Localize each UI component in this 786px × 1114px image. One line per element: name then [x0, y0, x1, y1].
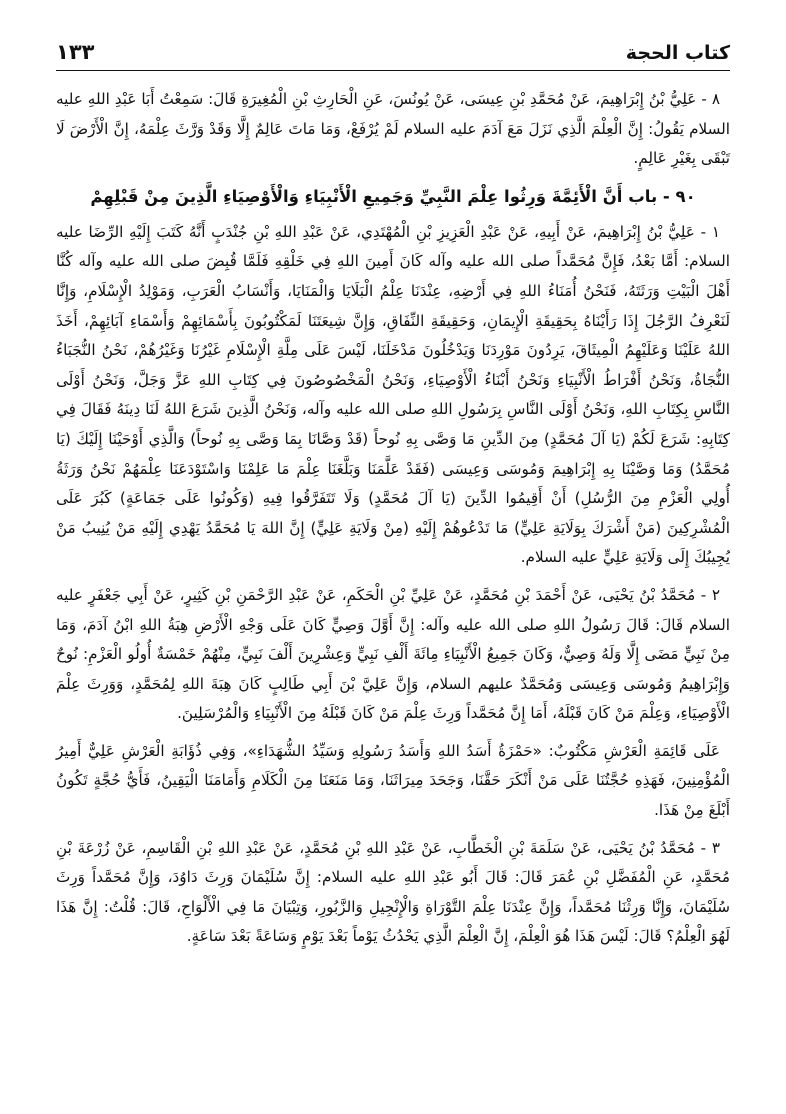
chapter-heading: ٩٠ - باب أَنَّ الْأَئِمَّةَ وَرِثُوا عِلْمَ النَّبِيِّ وَجَمِيعِ الْأَنْبِيَاءِ وَالْأَوْصِيَاءِ الَّذِينَ مِنْ قَبْلِهِمْ [90, 186, 696, 206]
book-title: كتاب الحجة [625, 42, 730, 64]
hadith-1: ١ - عَلِيُّ بْنُ إِبْرَاهِيمَ، عَنْ أَبِيهِ، عَنْ عَبْدِ الْعَزِيزِ بْنِ الْمُهْتَدِي، عَنْ عَبْدِ اللهِ بْنِ جُنْدَبٍ أَنَّهُ كَتَبَ إِلَيْهِ الرِّضَا عليه السلام: أَمَّا بَعْدُ، فَإِنَّ مُحَمَّداً صلى الله عليه وآله كَانَ أَمِينَ اللهِ فِي خَلْقِهِ فَلَمَّا قُبِضَ صلى الله عليه وآله كُنَّا أَهْلَ الْبَيْتِ وَرَثَتَهُ، فَنَحْنُ أُمَنَاءُ اللهِ فِي أَرْضِهِ، عِنْدَنَا عِلْمُ الْبَلَايَا وَالْمَنَايَا، وَأَنْسَابُ الْعَرَبِ، وَمَوْلِدُ الْإِسْلَامِ، وَإِنَّا لَنَعْرِفُ الرَّجُلَ إِذَا رَأَيْنَاهُ بِحَقِيقَةِ الْإِيمَانِ، وَحَقِيقَةِ النِّفَاقِ، وَإِنَّ شِيعَتَنَا لَمَكْتُوبُونَ بِأَسْمَائِهِمْ وَأَسْمَاءِ آبَائِهِمْ، أَخَذَ اللهُ عَلَيْنَا وَعَلَيْهِمُ الْمِيثَاقَ، يَرِدُونَ مَوْرِدَنَا وَيَدْخُلُونَ مَدْخَلَنَا، لَيْسَ عَلَى مِلَّةِ الْإِسْلَامِ غَيْرُنَا وَغَيْرُهُمْ، نَحْنُ النُّجَبَاءُ النُّجَاةُ، وَنَحْنُ أَفْرَاطُ الْأَنْبِيَاءِ وَنَحْنُ أَبْنَاءُ الْأَوْصِيَاءِ، وَنَحْنُ الْمَخْصُوصُونَ فِي كِتَابِ اللهِ عَزَّ وَجَلَّ، وَنَحْنُ أَوْلَى النَّاسِ بِكِتَابِ اللهِ، وَنَحْنُ أَوْلَى النَّاسِ بِرَسُولِ اللهِ صلى الله عليه وآله، وَنَحْنُ الَّذِينَ شَرَعَ اللهُ لَنَا دِينَهُ فَقَالَ فِي كِتَابِهِ: شَرَعَ لَكُمْ (يَا آلَ مُحَمَّدٍ) مِنَ الدِّينِ مَا وَصَّى بِهِ نُوحاً (قَدْ وَصَّانَا بِمَا وَصَّى بِهِ نُوحاً) وَالَّذِي أَوْحَيْنَا إِلَيْكَ (يَا مُحَمَّدُ) وَمَا وَصَّيْنَا بِهِ إِبْرَاهِيمَ وَمُوسَى وَعِيسَى (فَقَدْ عَلَّمَنَا وَبَلَّغَنَا عِلْمَ مَا عَلِمْنَا وَاسْتَوْدَعَنَا عِلْمَهُمْ نَحْنُ وَرَثَةُ أُولِي الْعَزْمِ مِنَ الرُّسُلِ) أَنْ أَقِيمُوا الدِّينَ (يَا آلَ مُحَمَّدٍ) وَلَا تَتَفَرَّقُوا فِيهِ (وَكُونُوا عَلَى جَمَاعَةٍ) كَبُرَ عَلَى الْمُشْرِكِينَ (مَنْ أَشْرَكَ بِوَلَايَةِ عَلِيٍّ) مَا تَدْعُوهُمْ إِلَيْهِ (مِنْ وَلَايَةِ عَلِيٍّ) إِنَّ اللهَ يَا مُحَمَّدُ يَهْدِي إِلَيْهِ مَنْ يُنِيبُ مَنْ يُجِيبُكَ إِلَى وَلَايَةِ عَلِيٍّ عليه السلام. [56, 222, 730, 567]
hadith-8: ٨ - عَلِيُّ بْنُ إِبْرَاهِيمَ، عَنْ مُحَمَّدِ بْنِ عِيسَى، عَنْ يُونُسَ، عَنِ الْحَارِثِ بْنِ الْمُغِيرَةِ قَالَ: سَمِعْتُ أَبَا عَبْدِ اللهِ عليه السلام يَقُولُ: إِنَّ الْعِلْمَ الَّذِي نَزَلَ مَعَ آدَمَ عليه السلام لَمْ يُرْفَعْ، وَمَا مَاتَ عَالِمٌ إِلَّا وَقَدْ وَرَّثَ عِلْمَهُ، إِنَّ الْأَرْضَ لَا تَبْقَى بِغَيْرِ عَالِمٍ. [56, 90, 730, 168]
hadith-3: ٣ - مُحَمَّدُ بْنُ يَحْيَى، عَنْ سَلَمَةَ بْنِ الْخَطَّابِ، عَنْ عَبْدِ اللهِ بْنِ مُحَمَّدٍ، عَنْ عَبْدِ اللهِ بْنِ الْقَاسِمِ، عَنْ زُرْعَةَ بْنِ مُحَمَّدٍ، عَنِ الْمُفَضَّلِ بْنِ عُمَرَ قَالَ: قَالَ أَبُو عَبْدِ اللهِ عليه السلام: إِنَّ سُلَيْمَانَ وَرِثَ دَاوُدَ، وَإِنَّ مُحَمَّداً وَرِثَ سُلَيْمَانَ، وَإِنَّا وَرِثْنَا مُحَمَّداً، وَإِنَّ عِنْدَنَا عِلْمَ التَّوْرَاةِ وَالْإِنْجِيلِ وَالزَّبُورِ، وَتِبْيَانَ مَا فِي الْأَلْوَاحِ، قَالَ: قُلْتُ: إِنَّ هَذَا لَهُوَ الْعِلْمُ؟ قَالَ: لَيْسَ هَذَا هُوَ الْعِلْمَ، إِنَّ الْعِلْمَ الَّذِي يَحْدُثُ يَوْماً بَعْدَ يَوْمٍ وَسَاعَةً بَعْدَ سَاعَةٍ. [56, 838, 730, 946]
hadith-2-continuation: عَلَى قَائِمَةِ الْعَرْشِ مَكْتُوبٌ: «حَمْزَةُ أَسَدُ اللهِ وَأَسَدُ رَسُولِهِ وَسَيِّدُ الشُّهَدَاءِ»، وَفِي ذُؤَابَةِ الْعَرْشِ عَلِيٌّ أَمِيرُ الْمُؤْمِنِينَ، فَهَذِهِ حُجَّتُنَا عَلَى مَنْ أَنْكَرَ حَقَّنَا، وَجَحَدَ مِيرَاثَنَا، وَمَا مَنَعَنَا مِنَ الْكَلَامِ وَأَمَامَنَا الْيَقِينُ، فَأَيُّ حُجَّةٍ تَكُونُ أَبْلَغَ مِنْ هَذَا. [56, 741, 730, 820]
header-divider [56, 70, 730, 71]
page-header [56, 34, 730, 64]
hadith-2: ٢ - مُحَمَّدُ بْنُ يَحْيَى، عَنْ أَحْمَدَ بْنِ مُحَمَّدٍ، عَنْ عَلِيِّ بْنِ الْحَكَمِ، عَنْ عَبْدِ الرَّحْمَنِ بْنِ كَثِيرٍ، عَنْ أَبِي جَعْفَرٍ عليه السلام قَالَ: قَالَ رَسُولُ اللهِ صلى الله عليه وآله: إِنَّ أَوَّلَ وَصِيٍّ كَانَ عَلَى وَجْهِ الْأَرْضِ هِبَةُ اللهِ ابْنُ آدَمَ، وَمَا مِنْ نَبِيٍّ مَضَى إِلَّا وَلَهُ وَصِيٌّ، وَكَانَ جَمِيعُ الْأَنْبِيَاءِ مِائَةَ أَلْفِ نَبِيٍّ وَعِشْرِينَ أَلْفَ نَبِيٍّ، مِنْهُمْ خَمْسَةٌ أُولُو الْعَزْمِ: نُوحٌ وَإِبْرَاهِيمُ وَمُوسَى وَعِيسَى وَمُحَمَّدٌ عليهم السلام، وَإِنَّ عَلِيَّ بْنَ أَبِي طَالِبٍ كَانَ هِبَةَ اللهِ لِمُحَمَّدٍ، وَوَرِثَ عِلْمَ الْأَوْصِيَاءِ، وَعِلْمَ مَنْ كَانَ قَبْلَهُ، أَمَا إِنَّ مُحَمَّداً وَرِثَ عِلْمَ مَنْ كَانَ قَبْلَهُ مِنَ الْأَنْبِيَاءِ وَالْمُرْسَلِينَ. [56, 585, 730, 723]
page-number: ١٣٣ [56, 40, 95, 64]
page-body [56, 85, 730, 952]
